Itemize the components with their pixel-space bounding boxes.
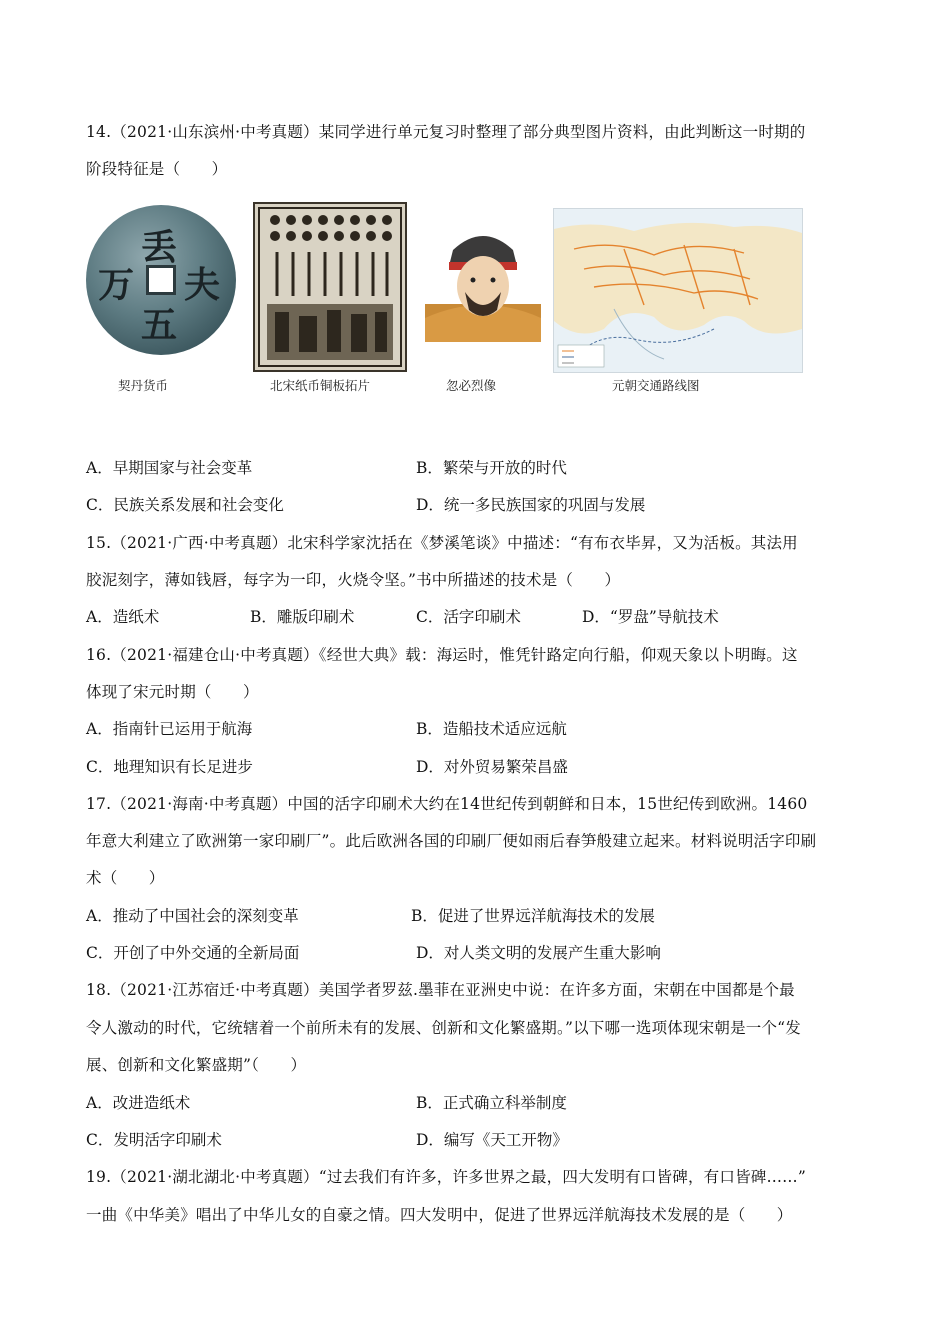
kublai-khan-portrait-image — [425, 222, 541, 342]
q16-option-c[interactable]: C．地理知识有长足进步 — [86, 758, 253, 776]
q14-option-d[interactable]: D．统一多民族国家的巩固与发展 — [416, 496, 646, 514]
banknote-pattern-icon — [255, 204, 405, 370]
coin-char-right: 夫 — [184, 264, 221, 306]
q15-option-d[interactable]: D．“罗盘”导航技术 — [582, 608, 719, 626]
q16-option-d[interactable]: D．对外贸易繁荣昌盛 — [416, 758, 568, 776]
q18-stem-line3: 展、创新和文化繁盛期”（ ） — [86, 1056, 307, 1074]
q14-option-b[interactable]: B．繁荣与开放的时代 — [416, 459, 567, 477]
q14-option-a[interactable]: A．早期国家与社会变革 — [86, 459, 253, 477]
q18-stem-line2: 令人激动的时代，它统辖着一个前所未有的发展、创新和文化繁盛期。”以下哪一选项体现宋朝是一个“发 — [86, 1019, 802, 1037]
yuan-transport-map-image — [553, 208, 803, 373]
q14-option-c[interactable]: C．民族关系发展和社会变化 — [86, 496, 284, 514]
q17-option-d[interactable]: D．对人类文明的发展产生重大影响 — [416, 944, 661, 962]
portrait-figure-icon — [425, 222, 541, 342]
q18-option-a[interactable]: A．改进造纸术 — [86, 1094, 191, 1112]
coin-char-top: 丢 — [141, 226, 178, 268]
q15-stem-line2: 胶泥刻字，薄如钱唇，每字为一印，火烧令坚。”书中所描述的技术是（ ） — [86, 571, 621, 589]
song-banknote-rubbing-image — [253, 202, 407, 372]
caption-map: 元朝交通路线图 — [612, 378, 700, 393]
q19-stem-line2: 一曲《中华美》唱出了中华儿女的自豪之情。四大发明中，促进了世界远洋航海技术发展的是（ ） — [86, 1206, 793, 1224]
q14-stem-line1: 14.（2021·山东滨州·中考真题）某同学进行单元复习时整理了部分典型图片资料，由此判断这一时期的 — [86, 123, 806, 141]
q16-option-a[interactable]: A．指南针已运用于航海 — [86, 720, 253, 738]
caption-khitan-coin: 契丹货币 — [118, 378, 169, 393]
q19-stem-line1: 19.（2021·湖北湖北·中考真题）“过去我们有许多，许多世界之最，四大发明有口皆碑，有口皆碑……” — [86, 1168, 807, 1186]
q15-option-c[interactable]: C．活字印刷术 — [416, 608, 521, 626]
caption-portrait: 忽必烈像 — [446, 378, 497, 393]
q15-option-a[interactable]: A．造纸术 — [86, 608, 160, 626]
q18-option-c[interactable]: C．发明活字印刷术 — [86, 1131, 222, 1149]
caption-banknote: 北宋纸币铜板拓片 — [270, 378, 371, 393]
q17-stem-line1: 17.（2021·海南·中考真题）中国的活字印刷术大约在14世纪传到朝鲜和日本，15世纪传到欧洲。1460 — [86, 795, 808, 813]
q16-stem-line1: 16.（2021·福建仓山·中考真题）《经世大典》载：海运时，惟凭针路定向行船，仰观天象以卜明晦。这 — [86, 646, 798, 664]
route-map-icon — [554, 209, 802, 372]
q14-stem-line2: 阶段特征是（ ） — [86, 160, 228, 178]
q15-option-b[interactable]: B．雕版印刷术 — [250, 608, 355, 626]
khitan-coin-image — [86, 205, 236, 355]
q15-stem-line1: 15.（2021·广西·中考真题）北宋科学家沈括在《梦溪笔谈》中描述：“有布衣毕昇，又为活板。其法用 — [86, 534, 798, 552]
q17-option-c[interactable]: C．开创了中外交通的全新局面 — [86, 944, 300, 962]
q17-stem-line3: 术（ ） — [86, 869, 165, 887]
q18-option-b[interactable]: B．正式确立科举制度 — [416, 1094, 567, 1112]
coin-char-bottom: 五 — [141, 304, 178, 346]
q18-option-d[interactable]: D．编写《天工开物》 — [416, 1131, 568, 1149]
q17-stem-line2: 年意大利建立了欧洲第一家印刷厂”。此后欧洲各国的印刷厂便如雨后春笋般建立起来。材料说明活字印刷 — [86, 832, 817, 850]
q16-option-b[interactable]: B．造船技术适应远航 — [416, 720, 567, 738]
q16-stem-line2: 体现了宋元时期（ ） — [86, 683, 259, 701]
coin-char-left: 万 — [98, 264, 135, 306]
q18-stem-line1: 18.（2021·江苏宿迁·中考真题）美国学者罗兹.墨菲在亚洲史中说：在许多方面，宋朝在中国都是个最 — [86, 981, 795, 999]
q17-option-b[interactable]: B．促进了世界远洋航海技术的发展 — [411, 907, 655, 925]
q17-option-a[interactable]: A．推动了中国社会的深刻变革 — [86, 907, 299, 925]
